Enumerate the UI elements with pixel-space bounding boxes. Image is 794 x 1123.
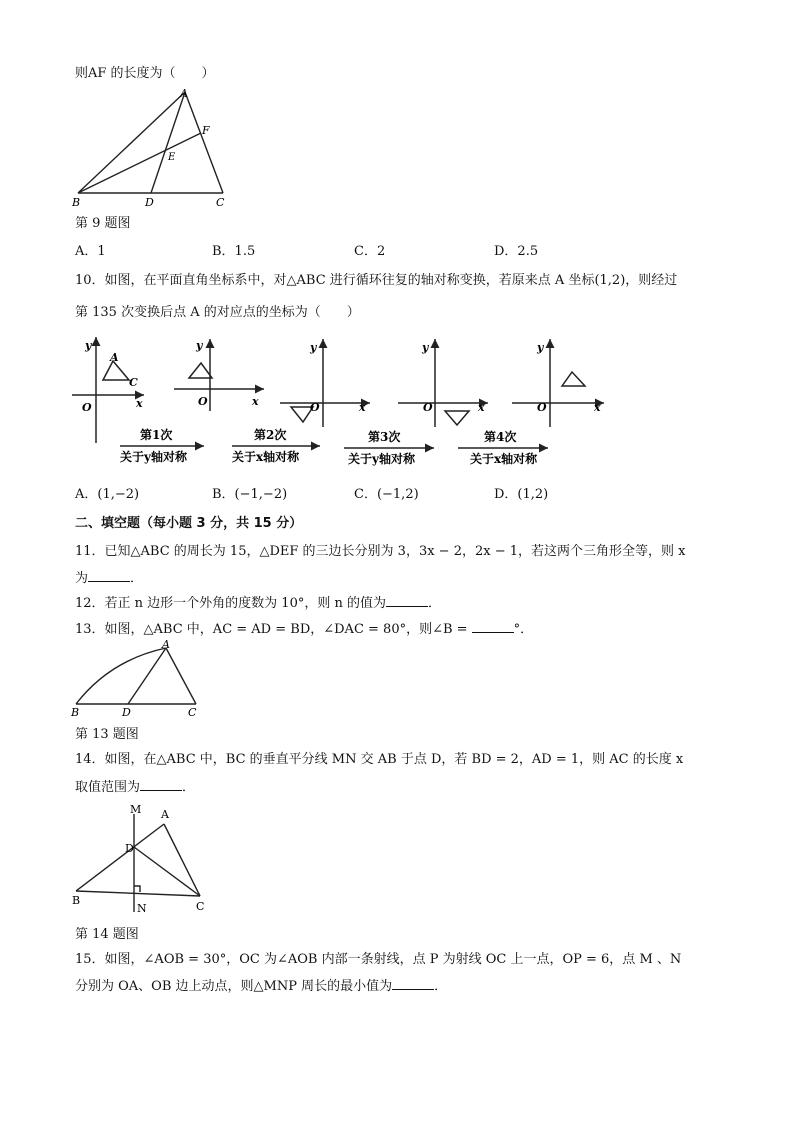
q11-line1: 11．已知△ABC 的周长为 15，△DEF 的三边长分别为 3，3x − 2，2x − 1，若这两个三角形全等，则 x [75,544,686,559]
q10-option-c: C．(−1,2) [354,487,419,502]
q10-step4-count: 第4次 [484,430,517,444]
q9-label-c: C [216,196,225,209]
q13-line [75,620,533,638]
q15-line1: 15．如图，∠AOB = 30°，OC 为∠AOB 内部一条射线，点 P 为射线 OC 上一点，OP = 6，点 M 、N [75,952,682,967]
q10-step3-desc: 关于y轴对称 [348,452,415,466]
q11-line2 [75,569,143,587]
q13-figure [70,638,210,722]
q10-step2-desc: 关于x轴对称 [232,450,300,464]
q10-p1-o: O [82,401,92,414]
q10-p1-a: A [110,351,119,364]
q10-option-a: A．(1,−2) [75,487,140,502]
q9-stem-tail: 则AF 的长度为（ ） [75,66,215,81]
q14-answer-blank[interactable] [140,778,182,791]
q9-caption: 第 9 题图 [75,216,131,231]
q10-p2-o: O [198,395,208,408]
q15-prefix: 分别为 OA、OB 边上动点，则△MNP 周长的最小值为 [75,979,393,994]
q13-answer-blank[interactable] [472,620,514,633]
q9-option-a: A．1 [75,244,106,259]
q9-label-b: B [72,196,81,209]
q10-p5-x: x [594,401,601,414]
q10-p5-o: O [537,401,547,414]
q9-label-a: A [180,87,188,100]
q10-p2-x: x [252,395,259,408]
q10-p1-x: x [136,397,143,410]
q9-option-d: D．2.5 [494,244,539,259]
q14-label-d: D [125,842,134,855]
q10-step3-count: 第3次 [368,430,401,444]
q12-prefix: 12．若正 n 边形一个外角的度数为 10°，则 n 的值为 [75,596,386,611]
q10-p4-y: y [422,341,429,354]
q11-prefix: 为 [75,571,89,586]
q14-line2 [75,778,195,796]
q10-figure [72,331,612,473]
q10-p3-y: y [310,341,317,354]
q10-p1-c: C [129,376,138,389]
q14-prefix: 取值范围为 [75,780,141,795]
q11-answer-blank[interactable] [88,569,130,582]
q14-label-c: C [196,900,205,913]
q10-line1: 10．如图，在平面直角坐标系中，对△ABC 进行循环往复的轴对称变换，若原来点 A 坐标(1,2)，则经过 [75,273,678,288]
q10-step2-count: 第2次 [254,428,287,442]
q12-line [75,594,441,612]
q14-line1: 14．如图，在△ABC 中，BC 的垂直平分线 MN 交 AB 于点 D，若 BD = 2，AD = 1，则 AC 的长度 x [75,752,684,767]
q13-prefix: 13．如图，△ABC 中，AC = AD = BD，∠DAC = 80°，则∠B = [75,622,468,637]
q15-suffix: ． [434,979,448,994]
q10-step4-desc: 关于x轴对称 [470,452,538,466]
q14-label-a: A [161,808,169,821]
q11-suffix: ． [130,571,144,586]
q10-p4-x: x [478,401,485,414]
q9-figure [70,86,240,216]
q13-label-c: C [188,706,197,719]
q10-p5-y: y [537,341,544,354]
q10-p1-y: y [85,339,92,352]
q10-option-d: D．(1,2) [494,487,549,502]
q14-figure [70,800,210,920]
q10-p4-o: O [423,401,433,414]
q10-option-b: B．(−1,−2) [212,487,288,502]
q13-label-a: A [162,638,170,651]
q10-line2: 第 135 次变换后点 A 的对应点的坐标为（ ） [75,305,360,320]
q14-caption: 第 14 题图 [75,927,139,942]
q13-caption: 第 13 题图 [75,727,139,742]
q14-label-b: B [72,894,81,907]
q10-p2-y: y [196,339,203,352]
q13-label-b: B [71,706,80,719]
q13-label-d: D [122,706,131,719]
q12-suffix: ． [428,596,442,611]
q12-answer-blank[interactable] [386,594,428,607]
q9-option-b: B．1.5 [212,244,256,259]
q14-label-m: M [130,803,142,816]
q10-p3-x: x [359,401,366,414]
q9-label-f: F [202,124,210,137]
q10-p3-o: O [310,401,320,414]
q10-step1-desc: 关于y轴对称 [120,450,187,464]
q14-label-n: N [137,902,147,915]
q9-label-e: E [168,152,176,163]
q14-suffix: ． [182,780,196,795]
q15-line2 [75,977,447,995]
q9-label-d: D [145,196,154,209]
q13-suffix: °． [513,622,534,637]
q9-option-c: C．2 [354,244,386,259]
q15-answer-blank[interactable] [392,977,434,990]
q10-step1-count: 第1次 [140,428,173,442]
section-title-fill-in: 二、填空题（每小题 3 分，共 15 分） [75,516,303,531]
